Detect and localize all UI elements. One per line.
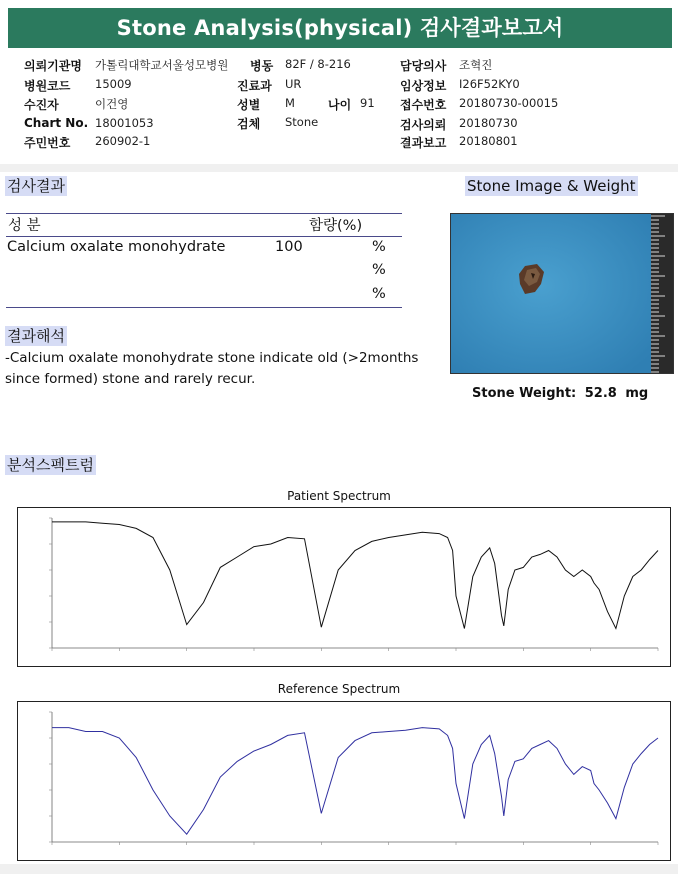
report-title: Stone Analysis(physical) 검사결과보고서 (116, 16, 564, 40)
title-area (0, 0, 678, 60)
name-label: 수진자 (24, 98, 59, 112)
title-band (8, 8, 672, 48)
chart-no-value: 18001053 (95, 116, 154, 130)
specimen-value: Stone (285, 115, 319, 129)
ruler-ticks (651, 214, 673, 373)
age-value: 91 (360, 96, 375, 110)
stone-photo (450, 213, 674, 374)
interpretation-text: -Calcium oxalate monohydrate stone indicate old (>2months since formed) stone and rarely recur. (5, 350, 419, 387)
weight-unit: mg (625, 386, 649, 401)
inst-label: 의뢰기관명 (24, 59, 82, 73)
stone-icon (517, 262, 547, 296)
hospcode-label: 병원코드 (24, 79, 71, 93)
col-component: 성 분 (8, 218, 41, 234)
idno-label: 주민번호 (24, 136, 71, 150)
patient-spectrum-plot (18, 508, 670, 666)
divider (0, 164, 678, 172)
patient-chart-title: Patient Spectrum (287, 489, 391, 503)
component-cell: Calcium oxalate monohydrate (7, 239, 226, 255)
interpretation-heading: 결과해석 (7, 327, 65, 345)
footer-bar (0, 864, 678, 874)
table-header-rule (6, 236, 402, 237)
col-amount: 함량(%) (309, 218, 363, 234)
reqdate-label: 검사의뢰 (400, 118, 447, 132)
specimen-label: 검체 (237, 117, 261, 131)
report-date-value: 20180801 (459, 134, 518, 148)
report-date-label: 결과보고 (400, 136, 447, 150)
receipt-value: 20180730-00015 (459, 96, 559, 110)
ruler (651, 214, 673, 373)
weight-label: Stone Weight: (472, 386, 577, 401)
patient-info (0, 52, 678, 165)
sex-label: 성별 (237, 98, 261, 112)
axis (52, 712, 658, 842)
chart-no-label: Chart No. (24, 116, 89, 130)
patient-chart (17, 507, 671, 667)
sex-value: M (285, 96, 295, 110)
reference-chart-title: Reference Spectrum (277, 682, 401, 696)
photo-texture (451, 214, 651, 373)
spectrum-heading: 분석스펙트럼 (7, 456, 94, 474)
unit-cell: % (372, 286, 386, 302)
unit-cell: % (372, 262, 386, 278)
ward-value: 82F / 8-216 (285, 57, 351, 71)
age-label: 나이 (328, 98, 352, 112)
clinical-value: I26F52KY0 (459, 77, 520, 91)
name-value: 이건영 (95, 97, 129, 111)
clinical-label: 임상정보 (400, 79, 447, 93)
doctor-label: 담당의사 (400, 59, 447, 73)
axis (52, 518, 658, 648)
stone-weight (472, 386, 648, 401)
doctor-value: 조혁진 (459, 58, 493, 72)
idno-value: 260902-1 (95, 134, 151, 148)
amount-cell: 100 (275, 239, 303, 255)
reqdate-value: 20180730 (459, 116, 518, 130)
table-bottom-rule (6, 307, 402, 308)
spectrum-line (52, 522, 658, 629)
weight-value: 52.8 (584, 386, 617, 401)
spectrum-line (52, 728, 658, 835)
reference-chart (17, 701, 671, 861)
reference-spectrum-plot (18, 702, 670, 860)
dept-value: UR (285, 77, 302, 91)
receipt-label: 접수번호 (400, 98, 447, 112)
hospcode-value: 15009 (95, 77, 132, 91)
results-heading: 검사결과 (7, 177, 65, 195)
inst-value: 가톨릭대학교서울성모병원 (95, 58, 229, 72)
unit-cell: % (372, 239, 386, 255)
ward-label: 병동 (250, 59, 274, 73)
dept-label: 진료과 (237, 79, 272, 93)
stone-image-heading: Stone Image & Weight (467, 177, 636, 195)
